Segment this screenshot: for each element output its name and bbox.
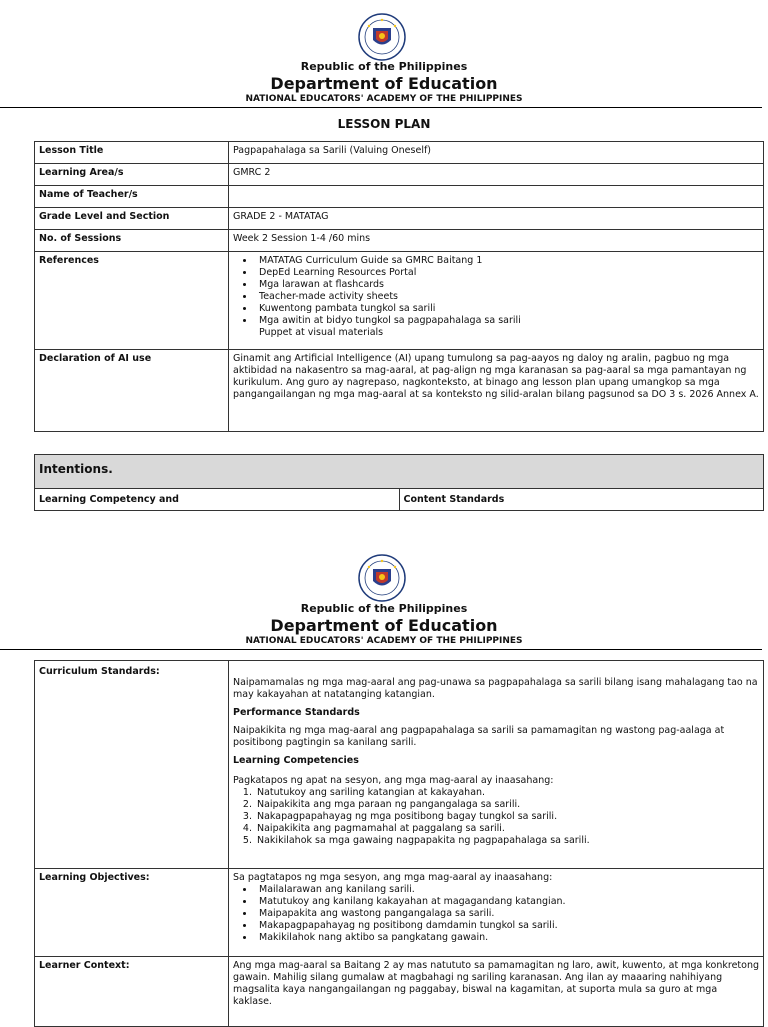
header-academy: NATIONAL EDUCATORS' ACADEMY OF THE PHILIPPINES <box>245 636 523 646</box>
list-item: 2. Naipakikita ang mga paraan ng pangangalaga sa sarili. <box>255 799 759 811</box>
header-rule <box>0 649 762 650</box>
header-republic: Republic of the Philippines <box>300 60 468 73</box>
table-row <box>35 957 764 1027</box>
list-item: • Mga awitin at bidyo tungkol sa pagpapahalaga sa sarili <box>255 315 759 327</box>
objectives-intro: Sa pagtatapos ng mga sesyon, ang mga mag-aaral ay inaasahang: <box>233 872 553 883</box>
list-item: • Maipapakita ang wastong pangangalaga sa sarili. <box>255 908 759 920</box>
list-item: • Makapagpapahayag ng positibong damdamin tungkol sa sarili. <box>255 920 759 932</box>
teacher-label: Name of Teacher/s <box>35 186 229 208</box>
list-item: • Matutukoy ang kanilang kakayahan at magagandang katangian. <box>255 896 759 908</box>
list-item: • Makikilahok nang aktibo sa pangkatang gawain. <box>255 932 759 944</box>
learning-objectives-label: Learning Objectives: <box>35 869 229 957</box>
competencies-intro: Pagkatapos ng apat na sesyon, ang mga mag-aaral ay inaasahang: <box>233 775 554 786</box>
lesson-info-table <box>34 141 764 432</box>
objectives-list <box>233 884 759 944</box>
table-row <box>35 350 764 432</box>
learner-context-value: Ang mga mag-aaral sa Baitang 2 ay mas natututo sa pamamagitan ng laro, awit, kuwento, at mga konkretong gawain. Mahilig silang gumalaw at magbahagi ng sariling karanasan. Ang ilan ay maaaring nahihiyang magsalita kaya nangangailangan ng paggabay, biswal na kagamitan, at suporta mula sa guro at mga kaklase. <box>229 957 764 1027</box>
table-row <box>35 230 764 252</box>
learning-objectives-value <box>229 869 764 957</box>
content-standards-text: Naipamamalas ng mga mag-aaral ang pag-unawa sa pagpapahalaga sa sarili bilang isang mahalagang tao na may kakayahan at natatanging katangian. <box>233 677 758 700</box>
doc-title: LESSON PLAN <box>337 117 431 131</box>
curriculum-standards-label: Curriculum Standards: <box>35 661 229 869</box>
references-value <box>229 252 764 350</box>
table-row <box>35 869 764 957</box>
curriculum-standards-value <box>229 661 764 869</box>
lesson-title-label: Lesson Title <box>35 142 229 164</box>
header-department: Department of Education <box>270 616 498 635</box>
teacher-value <box>229 186 764 208</box>
table-row <box>35 661 764 869</box>
header-academy: NATIONAL EDUCATORS' ACADEMY OF THE PHILIPPINES <box>245 94 523 104</box>
lesson-title-value: Pagpapahalaga sa Sarili (Valuing Oneself) <box>229 142 764 164</box>
intentions-col1: Learning Competency and <box>35 489 400 511</box>
list-item: • Teacher-made activity sheets <box>255 291 759 303</box>
sessions-label: No. of Sessions <box>35 230 229 252</box>
ai-use-label: Declaration of AI use <box>35 350 229 432</box>
learner-context-label: Learner Context: <box>35 957 229 1027</box>
list-item: 5. Nakikilahok sa mga gawaing nagpapakita ng pagpapahalaga sa sarili. <box>255 835 759 847</box>
standards-table <box>34 660 764 1027</box>
learning-area-label: Learning Area/s <box>35 164 229 186</box>
learning-area-value: GMRC 2 <box>229 164 764 186</box>
table-row <box>35 186 764 208</box>
table-row <box>35 164 764 186</box>
list-item: Puppet at visual materials <box>259 327 384 338</box>
list-item: 1. Natutukoy ang sariling katangian at kakayahan. <box>255 787 759 799</box>
table-row <box>35 142 764 164</box>
learning-competencies-heading: Learning Competencies <box>233 755 359 766</box>
table-row <box>35 455 764 489</box>
references-label: References <box>35 252 229 350</box>
ai-use-value: Ginamit ang Artificial Intelligence (AI) upang tumulong sa pag-aayos ng daloy ng aralin, pagbuo ng mga aktibidad na nakasentro sa mag-aaral, at pag-align ng mga karanasan sa pag-aaral sa mga pamantayan ng kurikulum. Ang guro ay nagrepaso, nagkonteksto, at binago ang lesson plan upang umangkop sa mga pangangailangan ng mga mag-aaral at sa konteksto ng silid-aralan bilang pagsunod sa DO 3 s. 2026 Annex A. <box>229 350 764 432</box>
list-item: • DepEd Learning Resources Portal <box>255 267 759 279</box>
header-republic: Republic of the Philippines <box>300 602 468 615</box>
sessions-value: Week 2 Session 1-4 /60 mins <box>229 230 764 252</box>
list-item: 3. Nakapagpapahayag ng mga positibong bagay tungkol sa sarili. <box>255 811 759 823</box>
list-item: • MATATAG Curriculum Guide sa GMRC Baitang 1 <box>255 255 759 267</box>
table-row <box>35 489 764 511</box>
performance-standards-text: Naipakikita ng mga mag-aaral ang pagpapahalaga sa sarili sa pamamagitan ng wastong pag-aalaga at positibong pagtingin sa kanilang sarili. <box>233 725 725 748</box>
list-item: • Mailalarawan ang kanilang sarili. <box>255 884 759 896</box>
intentions-col2: Content Standards <box>399 489 764 511</box>
deped-seal-icon <box>357 12 407 62</box>
grade-label: Grade Level and Section <box>35 208 229 230</box>
list-item: 4. Naipakikita ang pagmamahal at paggalang sa sarili. <box>255 823 759 835</box>
grade-value: GRADE 2 - MATATAG <box>229 208 764 230</box>
header-rule <box>0 107 762 108</box>
references-list <box>233 255 759 339</box>
intentions-title: Intentions. <box>35 455 764 489</box>
table-row <box>35 208 764 230</box>
header-department: Department of Education <box>270 74 498 93</box>
deped-seal-icon <box>357 553 407 603</box>
list-item: • Kuwentong pambata tungkol sa sarili <box>255 303 759 315</box>
list-item: • Mga larawan at flashcards <box>255 279 759 291</box>
competencies-list <box>233 787 759 847</box>
performance-standards-heading: Performance Standards <box>233 707 360 718</box>
intentions-table <box>34 454 764 511</box>
table-row <box>35 252 764 350</box>
